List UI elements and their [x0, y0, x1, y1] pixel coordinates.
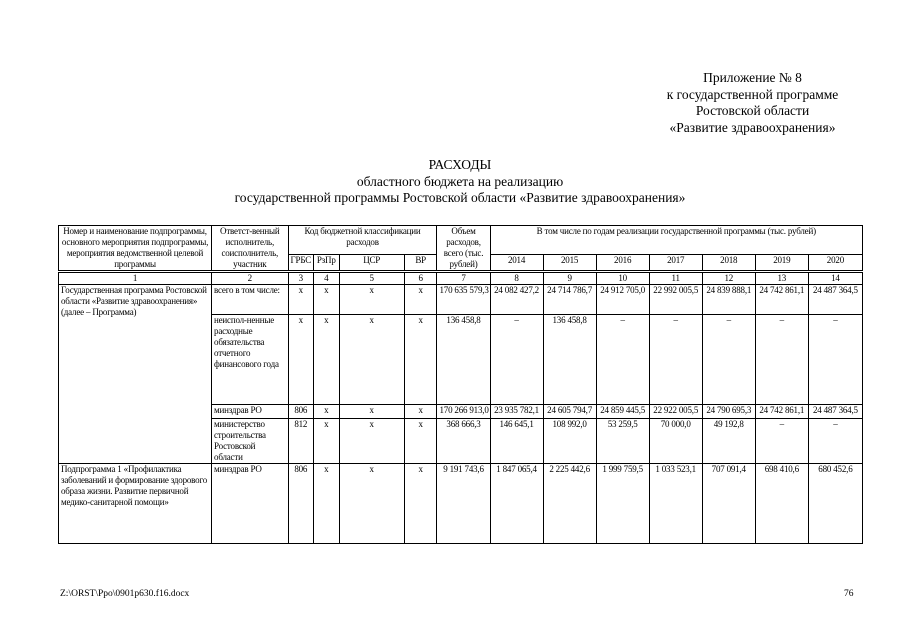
column-number: 7: [437, 272, 490, 285]
year-value-cell: 24 742 861,1: [755, 285, 808, 315]
title-line: государственной программы Ростовской области «Развитие здравоохранения»: [234, 190, 686, 205]
column-number: 2: [212, 272, 289, 285]
executor-cell: минздрав РО: [212, 405, 289, 419]
footer-file-path: Z:\ORST\Ppo\0901p630.f16.docx: [60, 589, 190, 599]
grbs-cell: 812: [288, 419, 314, 464]
page-number: 76: [844, 589, 854, 599]
year-value-cell: –: [702, 315, 755, 405]
header-rzpr: РзПр: [314, 255, 340, 272]
rzpr-cell: x: [314, 285, 340, 315]
column-number-row: [59, 272, 863, 285]
year-value-cell: 108 992,0: [543, 419, 596, 464]
header-grbs: ГРБС: [288, 255, 314, 272]
executor-cell: министерство строительства Ростовской области: [212, 419, 289, 464]
budget-table: [58, 225, 863, 544]
appendix-block: [600, 70, 905, 136]
csr-cell: x: [339, 285, 404, 315]
year-value-cell: 707 091,4: [702, 464, 755, 544]
year-value-cell: –: [808, 315, 862, 405]
year-value-cell: 1 999 759,5: [596, 464, 649, 544]
year-value-cell: –: [490, 315, 543, 405]
header-year: 2014: [490, 255, 543, 272]
rzpr-cell: x: [314, 419, 340, 464]
csr-cell: x: [339, 405, 404, 419]
rzpr-cell: x: [314, 315, 340, 405]
column-number: 4: [314, 272, 340, 285]
csr-cell: x: [339, 419, 404, 464]
column-number: 9: [543, 272, 596, 285]
header-year: 2017: [649, 255, 702, 272]
vr-cell: x: [404, 315, 437, 405]
rzpr-cell: x: [314, 464, 340, 544]
year-value-cell: 24 605 794,7: [543, 405, 596, 419]
appendix-line: Приложение № 8: [703, 70, 802, 85]
vr-cell: x: [404, 419, 437, 464]
table-row: [59, 285, 863, 315]
column-number: 5: [339, 272, 404, 285]
header-year: 2016: [596, 255, 649, 272]
year-value-cell: 53 259,5: [596, 419, 649, 464]
header-csr: ЦСР: [339, 255, 404, 272]
column-number: 12: [702, 272, 755, 285]
vr-cell: x: [404, 405, 437, 419]
appendix-line: к государственной программе: [666, 86, 839, 102]
executor-cell: всего в том числе:: [212, 285, 289, 315]
year-value-cell: 2 225 442,6: [543, 464, 596, 544]
header-executor: Ответст-венный исполнитель, соисполнитель, участник: [212, 226, 289, 272]
appendix-line: «Развитие здравоохранения»: [669, 119, 836, 135]
column-number: 13: [755, 272, 808, 285]
year-value-cell: 24 487 364,5: [808, 405, 862, 419]
rzpr-cell: x: [314, 405, 340, 419]
row-name: Государственная программа Ростовской области «Развитие здравоохранения» (далее – Программа): [59, 285, 212, 464]
table-row: [59, 464, 863, 544]
total-cell: 136 458,8: [437, 315, 490, 405]
row-name: Подпрограмма 1 «Профилактика заболеваний и формирование здорового образа жизни. Развитие первичной медико-санитарной помощи»: [59, 464, 212, 544]
year-value-cell: 24 912 705,0: [596, 285, 649, 315]
document-title: [140, 157, 780, 207]
header-name: Номер и наименование подпрограммы, основного мероприятия подпрограммы, мероприятия ведомственной целевой программы: [59, 226, 212, 272]
year-value-cell: –: [649, 315, 702, 405]
column-number: 11: [649, 272, 702, 285]
year-value-cell: 136 458,8: [543, 315, 596, 405]
total-cell: 368 666,3: [437, 419, 490, 464]
header-vr: ВР: [404, 255, 437, 272]
year-value-cell: 1 847 065,4: [490, 464, 543, 544]
year-value-cell: 70 000,0: [649, 419, 702, 464]
column-number: 10: [596, 272, 649, 285]
header-row: [59, 226, 863, 255]
column-number: 1: [59, 272, 212, 285]
appendix-line: Ростовской области: [695, 103, 810, 118]
header-year: 2015: [543, 255, 596, 272]
grbs-cell: x: [288, 315, 314, 405]
total-cell: 170 635 579,3: [437, 285, 490, 315]
year-value-cell: –: [808, 419, 862, 464]
header-year: 2018: [702, 255, 755, 272]
grbs-cell: 806: [288, 464, 314, 544]
year-value-cell: 698 410,6: [755, 464, 808, 544]
title-line: областного бюджета на реализацию: [356, 173, 564, 189]
year-value-cell: 1 033 523,1: [649, 464, 702, 544]
year-value-cell: 23 935 782,1: [490, 405, 543, 419]
year-value-cell: 24 790 695,3: [702, 405, 755, 419]
year-value-cell: 146 645,1: [490, 419, 543, 464]
header-volume: Объем расходов, всего (тыс. рублей): [437, 226, 490, 272]
year-value-cell: 22 922 005,5: [649, 405, 702, 419]
year-value-cell: 24 742 861,1: [755, 405, 808, 419]
header-by-years: В том числе по годам реализации государственной программы (тыс. рублей): [490, 226, 862, 255]
total-cell: 170 266 913,0: [437, 405, 490, 419]
year-value-cell: 22 992 005,5: [649, 285, 702, 315]
title-line: РАСХОДЫ: [428, 157, 492, 172]
vr-cell: x: [404, 285, 437, 315]
column-number: 3: [288, 272, 314, 285]
year-value-cell: –: [755, 419, 808, 464]
grbs-cell: x: [288, 285, 314, 315]
header-budget-code: Код бюджетной классификации расходов: [288, 226, 437, 255]
csr-cell: x: [339, 464, 404, 544]
header-year: 2019: [755, 255, 808, 272]
executor-cell: неиспол-ненные расходные обязательства отчетного финансового года: [212, 315, 289, 405]
year-value-cell: 24 487 364,5: [808, 285, 862, 315]
table-body: [59, 285, 863, 544]
column-number: 14: [808, 272, 862, 285]
column-number: 8: [490, 272, 543, 285]
header-year: 2020: [808, 255, 862, 272]
year-value-cell: 680 452,6: [808, 464, 862, 544]
year-value-cell: –: [755, 315, 808, 405]
vr-cell: x: [404, 464, 437, 544]
year-value-cell: 24 082 427,2: [490, 285, 543, 315]
year-value-cell: 24 839 888,1: [702, 285, 755, 315]
year-value-cell: 24 859 445,5: [596, 405, 649, 419]
total-cell: 9 191 743,6: [437, 464, 490, 544]
year-value-cell: 24 714 786,7: [543, 285, 596, 315]
csr-cell: x: [339, 315, 404, 405]
year-value-cell: –: [596, 315, 649, 405]
grbs-cell: 806: [288, 405, 314, 419]
year-value-cell: 49 192,8: [702, 419, 755, 464]
column-number: 6: [404, 272, 437, 285]
executor-cell: минздрав РО: [212, 464, 289, 544]
